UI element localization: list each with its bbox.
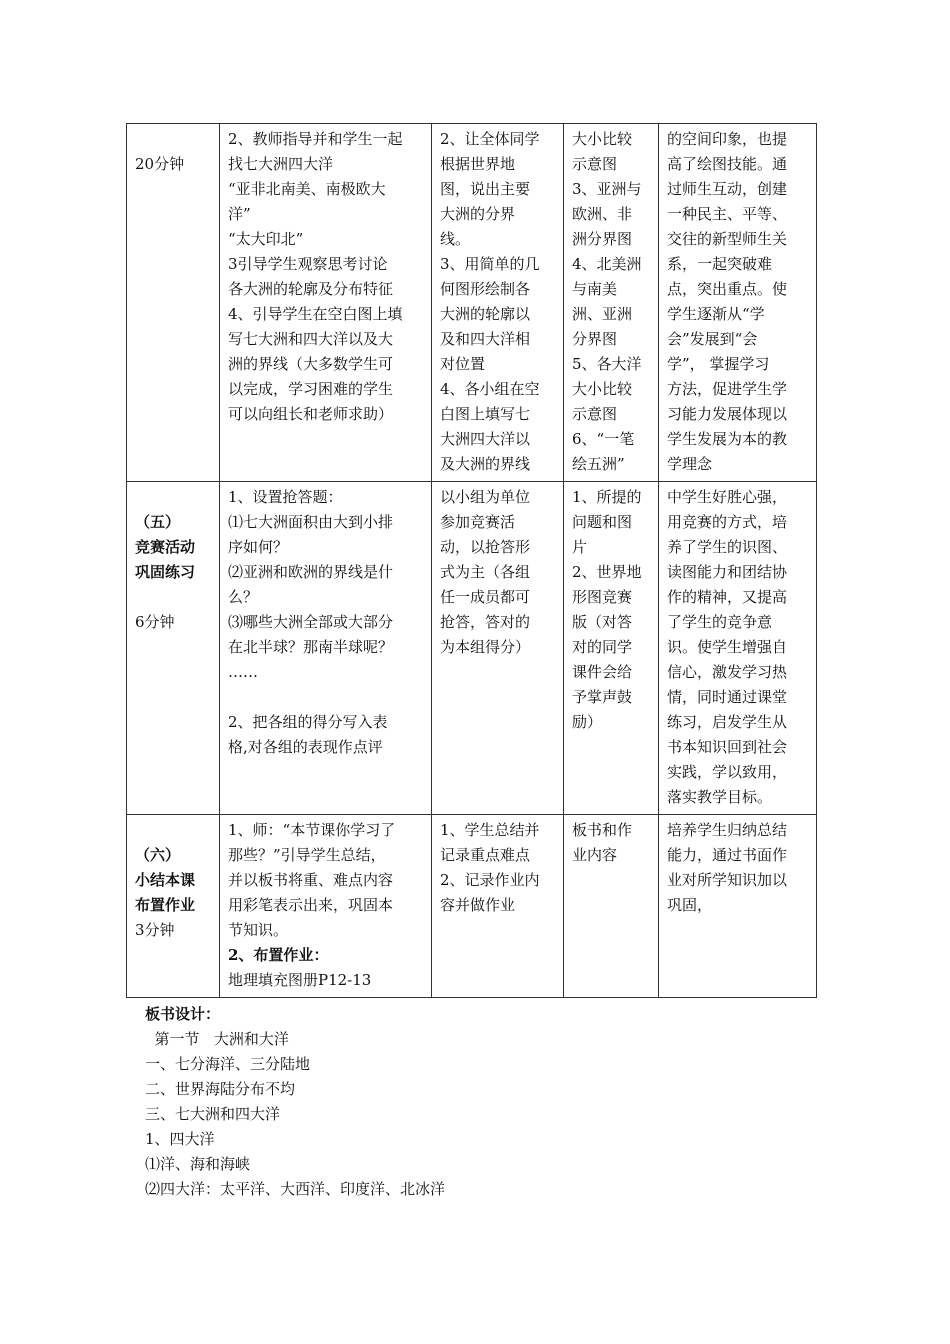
cell-line: 3引导学生观察思考讨论 [228, 255, 388, 273]
cell-line: …… [228, 663, 258, 681]
student-activity-cell [432, 815, 564, 998]
cell-line: 抢答，答对的 [440, 613, 531, 631]
cell-line: 书本知识回到社会 [667, 738, 788, 756]
cell-line: 序如何？ [228, 538, 289, 556]
student-activity-cell [432, 482, 564, 815]
cell-line: 课件会给 [572, 663, 633, 681]
cell-line: 板书和作 [572, 821, 633, 839]
cell-line: 地理填充图册P12-13 [228, 971, 372, 989]
cell-line: 系，一起突破难 [667, 255, 773, 273]
cell-line: 找七大洲四大洋 [228, 155, 334, 173]
cell-line: 20分钟 [135, 155, 185, 173]
cell-line: 可以向组长和老师求助） [228, 405, 394, 423]
media-cell [564, 815, 659, 998]
cell-line: 培养学生归纳总结 [667, 821, 788, 839]
cell-line: 学生逐渐从“学 [667, 305, 765, 323]
cell-line: 予掌声鼓 [572, 688, 633, 706]
cell-line: 巩固， [667, 896, 713, 914]
cell-line: 高了绘图技能。通 [667, 155, 788, 173]
stage-cell [127, 482, 220, 815]
cell-line: 大小比较 [572, 380, 633, 398]
cell-line: 白图上填写七 [440, 405, 531, 423]
cell-line: 任一成员都可 [440, 588, 531, 606]
cell-line: 节知识。 [228, 921, 289, 939]
cell-line: 及大洲的界线 [440, 455, 531, 473]
board-line: ⑵四大洋：太平洋、大西洋、印度洋、北冰洋 [145, 1180, 446, 1198]
cell-line: 何图形绘制各 [440, 280, 531, 298]
cell-line: 记录重点难点 [440, 846, 531, 864]
cell-line: “太大印北” [228, 230, 304, 248]
stage-cell [127, 124, 220, 482]
cell-line: 学生发展为本的教 [667, 430, 788, 448]
cell-line: 了学生的竞争意 [667, 613, 773, 631]
cell-line: 业对所学知识加以 [667, 871, 788, 889]
stage-cell [127, 815, 220, 998]
cell-line [135, 585, 213, 610]
cell-line: 2、把各组的得分写入表 [228, 713, 388, 731]
cell-line: 欧洲、非 [572, 205, 633, 223]
design-intent-cell [659, 815, 817, 998]
cell-line: 2、记录作业内 [440, 871, 540, 889]
table-row [127, 815, 817, 998]
cell-line: 4、各小组在空 [440, 380, 540, 398]
cell-line: 学”， 掌握学习 [667, 355, 770, 373]
lesson-plan-table [126, 123, 817, 998]
cell-line: 实践，学以致用， [667, 763, 788, 781]
board-design-title: 板书设计： [145, 1005, 221, 1023]
cell-line: 大洲的轮廓以 [440, 305, 531, 323]
cell-line: 与南美 [572, 280, 618, 298]
cell-line: 交往的新型师生关 [667, 230, 788, 248]
cell-line: 图，说出主要 [440, 180, 531, 198]
cell-line: 对的同学 [572, 638, 633, 656]
cell-line: 布置作业 [135, 896, 196, 914]
cell-line [135, 127, 213, 152]
cell-line: 用彩笔表示出来，巩固本 [228, 896, 394, 914]
student-activity-cell [432, 124, 564, 482]
cell-line: 版（对答 [572, 613, 633, 631]
table-row [127, 482, 817, 815]
cell-line: 4、引导学生在空白图上填 [228, 305, 403, 323]
cell-line: 洲分界图 [572, 230, 633, 248]
cell-line: 么？ [228, 588, 259, 606]
cell-line: 为本组得分） [440, 638, 531, 656]
media-cell [564, 124, 659, 482]
table-row [127, 124, 817, 482]
cell-line: 线。 [440, 230, 471, 248]
board-line: ⑴洋、海和海峡 [145, 1155, 251, 1173]
cell-line: 练习，启发学生从 [667, 713, 788, 731]
cell-line: 竞赛活动 [135, 538, 196, 556]
cell-line: （六） [135, 846, 181, 864]
board-line: 二、世界海陆分布不均 [145, 1080, 296, 1098]
cell-line: 及和四大洋相 [440, 330, 531, 348]
cell-line: “亚非北南美、南极欧大 [228, 180, 386, 198]
cell-line: 业内容 [572, 846, 618, 864]
cell-line: 那些？”引导学生总结， [228, 846, 386, 864]
cell-line: 4、北美洲 [572, 255, 642, 273]
board-line: 1、四大洋 [145, 1130, 215, 1148]
cell-line: 洋” [228, 205, 251, 223]
cell-line: 情，同时通过课堂 [667, 688, 788, 706]
cell-line: 示意图 [572, 405, 618, 423]
cell-line: 各大洲的轮廓及分布特征 [228, 280, 394, 298]
cell-line: 识。使学生增强自 [667, 638, 788, 656]
cell-line: 2、让全体同学 [440, 130, 540, 148]
cell-line: 5、各大洋 [572, 355, 642, 373]
cell-line: 中学生好胜心强， [667, 488, 788, 506]
cell-line: 会”发展到“会 [667, 330, 758, 348]
cell-line: 落实教学目标。 [667, 788, 773, 806]
cell-line: 示意图 [572, 155, 618, 173]
cell-line: 洲的界线（大多数学生可 [228, 355, 394, 373]
cell-line: 形图竞赛 [572, 588, 633, 606]
cell-line: 容并做作业 [440, 896, 516, 914]
cell-line: 习能力发展体现以 [667, 405, 788, 423]
board-line: 三、七大洲和四大洋 [145, 1105, 281, 1123]
design-intent-cell [659, 482, 817, 815]
cell-line: 并以板书将重、难点内容 [228, 871, 394, 889]
cell-line: 写七大洲和四大洋以及大 [228, 330, 394, 348]
cell-line: 大洲四大洋以 [440, 430, 531, 448]
cell-line: 大小比较 [572, 130, 633, 148]
cell-line: 3、用简单的几 [440, 255, 540, 273]
cell-line: 3、亚洲与 [572, 180, 642, 198]
cell-line: 2、教师指导并和学生一起 [228, 130, 403, 148]
cell-line [228, 685, 425, 710]
board-line: 一、七分海洋、三分陆地 [145, 1055, 311, 1073]
cell-line: 动，以抢答形 [440, 538, 531, 556]
cell-line: 以小组为单位 [440, 488, 531, 506]
board-design [145, 1002, 445, 1202]
teacher-activity-cell [220, 815, 432, 998]
cell-line: 1、师：“本节课你学习了 [228, 821, 396, 839]
cell-line: 的空间印象，也提 [667, 130, 788, 148]
board-line: 第一节 大洲和大洋 [145, 1030, 289, 1048]
cell-line: 作的精神，又提高 [667, 588, 788, 606]
cell-line: 用竞赛的方式，培 [667, 513, 788, 531]
cell-line: 一种民主、平等、 [667, 205, 788, 223]
teacher-activity-cell [220, 124, 432, 482]
cell-line: 养了学生的识图、 [667, 538, 788, 556]
cell-line: 根据世界地 [440, 155, 516, 173]
cell-line: 格,对各组的表现作点评 [228, 738, 383, 756]
cell-line: 小结本课 [135, 871, 196, 889]
cell-line: 2、世界地 [572, 563, 642, 581]
teacher-activity-cell [220, 482, 432, 815]
cell-line: 6、“一笔 [572, 430, 635, 448]
cell-line: 励） [572, 713, 603, 731]
cell-line: 问题和图 [572, 513, 633, 531]
cell-line: 在北半球？那南半球呢？ [228, 638, 394, 656]
cell-line: ⑵亚洲和欧洲的界线是什 [228, 563, 394, 581]
cell-line: 信心，激发学习热 [667, 663, 788, 681]
cell-line: 对位置 [440, 355, 486, 373]
cell-line: 以完成，学习困难的学生 [228, 380, 394, 398]
cell-line: 绘五洲” [572, 455, 625, 473]
cell-line: 过师生互动，创建 [667, 180, 788, 198]
cell-line: 式为主（各组 [440, 563, 531, 581]
cell-line: 1、学生总结并 [440, 821, 540, 839]
media-cell [564, 482, 659, 815]
cell-line: 参加竞赛活 [440, 513, 516, 531]
cell-line: 点，突出重点。使 [667, 280, 788, 298]
cell-line: 大洲的分界 [440, 205, 516, 223]
cell-line: 分界图 [572, 330, 618, 348]
cell-line: 片 [572, 538, 588, 556]
cell-line [135, 818, 213, 843]
cell-line: 方法，促进学生学 [667, 380, 788, 398]
cell-line: 学理念 [667, 455, 713, 473]
cell-line: 1、设置抢答题： [228, 488, 343, 506]
cell-line: 巩固练习 [135, 563, 196, 581]
board-design-lines [145, 1027, 445, 1202]
cell-line: 2、布置作业： [228, 946, 329, 964]
cell-line: 能力，通过书面作 [667, 846, 788, 864]
design-intent-cell [659, 124, 817, 482]
cell-line: 读图能力和团结协 [667, 563, 788, 581]
cell-line: ⑶哪些大洲全部或大部分 [228, 613, 394, 631]
cell-line [135, 485, 213, 510]
cell-line: （五） [135, 513, 181, 531]
cell-line: 1、所提的 [572, 488, 642, 506]
cell-line: 6分钟 [135, 613, 175, 631]
cell-line: 3分钟 [135, 921, 175, 939]
cell-line: 洲、亚洲 [572, 305, 633, 323]
cell-line: ⑴七大洲面积由大到小排 [228, 513, 394, 531]
